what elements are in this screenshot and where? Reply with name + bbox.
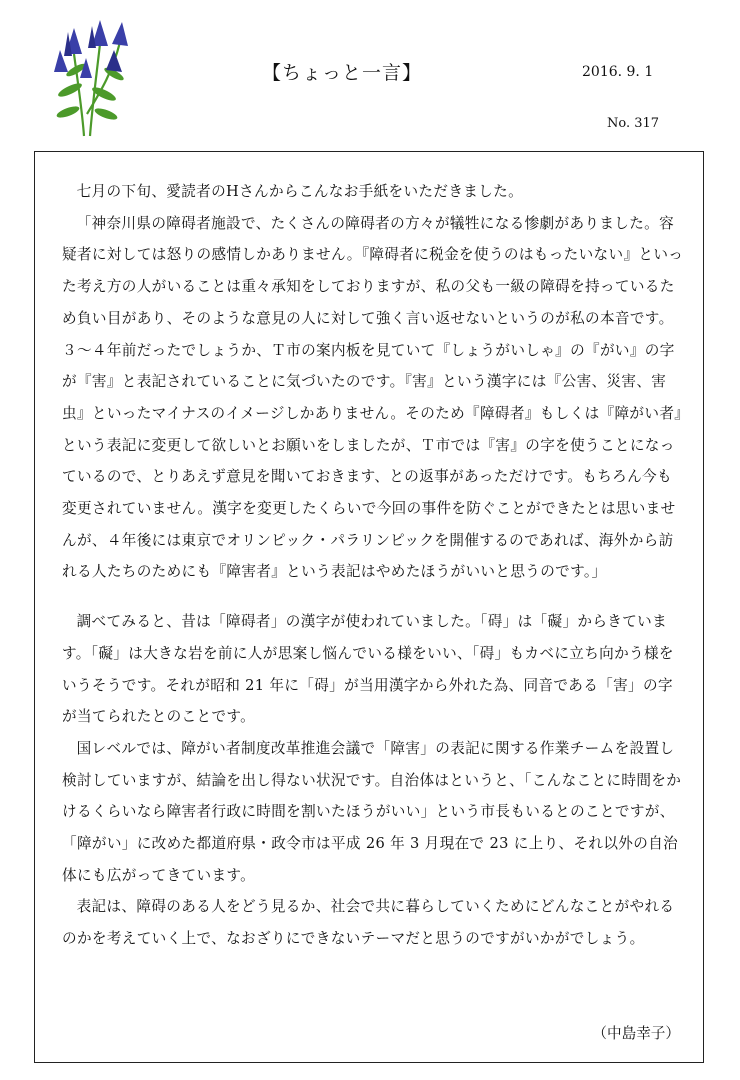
paragraph: 「神奈川県の障碍者施設で、たくさんの障碍者の方々が犠牲になる惨劇がありました。容疑者に対しては怒りの感情しかありません。『障碍者に税金を使うのはもったいない』といった考え方の人がいることは重々承知をしておりますが、私の父も一級の障碍を持っているため負い目があり、そのような意見の人に対して強く言い返せないというのが私の本音です。３～４年前だったでしょうか、Ｔ市の案内板を見ていて『しょうがいしゃ』の『がい』の字が『害』と表記されていることに気づいたのです。『害』という漢字には『公害、災害、害虫』といったマイナスのイメージしかありません。そのため『障碍者』もしくは『障がい者』という表記に変更して欲しいとお願いをしましたが、Ｔ市では『害』の字を使うことになっているので、とりあえず意見を聞いておきます、との返事があっただけです。もちろん今も変更されていません。漢字を変更したくらいで今回の事件を防ぐことができたとは思いませんが、４年後には東京でオリンピック・パラリンピックを開催するのであれば、海外から訪れる人たちのためにも『障害者』という表記はやめたほうがいいと思うのです。」 <box>62 214 684 581</box>
page-title: 【ちょっと一言】 <box>262 62 423 84</box>
paragraph: 七月の下旬、愛読者のHさんからこんなお手紙をいただきました。 <box>76 183 524 200</box>
paragraph: 表記は、障碍のある人をどう見るか、社会で共に暮らしていくためにどんなことがやれるのかを考えていく上で、なおざりにできないテーマだと思うのですがいかがでしょう。 <box>62 898 675 948</box>
gentian-flower-icon <box>44 14 136 138</box>
paragraph: 調べてみると、昔は「障碍者」の漢字が使われていました。「碍」は「礙」からきています。「礙」は大きな岩を前に人が思案し悩んでいる様をいい、「碍」もカベに立ち向かう様をいうそうです。それが昭和 21 年に「碍」が当用漢字から外れた為、同音である「害」の字が当てられたとのことです。 <box>62 613 674 726</box>
article-body <box>62 176 686 955</box>
paragraph: 国レベルでは、障がい者制度改革推進会議で「障害」の表記に関する作業チームを設置し検討していますが、結論を出し得ない状況です。自治体はというと、「こんなことに時間をかけるくらいなら障害者行政に時間を割いたほうがいい」という市長もいるとのことですが、「障がい」に改めた都道府県・政令市は平成 26 年 3 月現在で 23 に上り、それ以外の自治体にも広がってきています。 <box>62 739 682 884</box>
author-signature: （中島幸子） <box>592 1025 680 1042</box>
issue-date: 2016. 9. 1 <box>582 64 654 80</box>
issue-number: No. 317 <box>607 116 660 131</box>
